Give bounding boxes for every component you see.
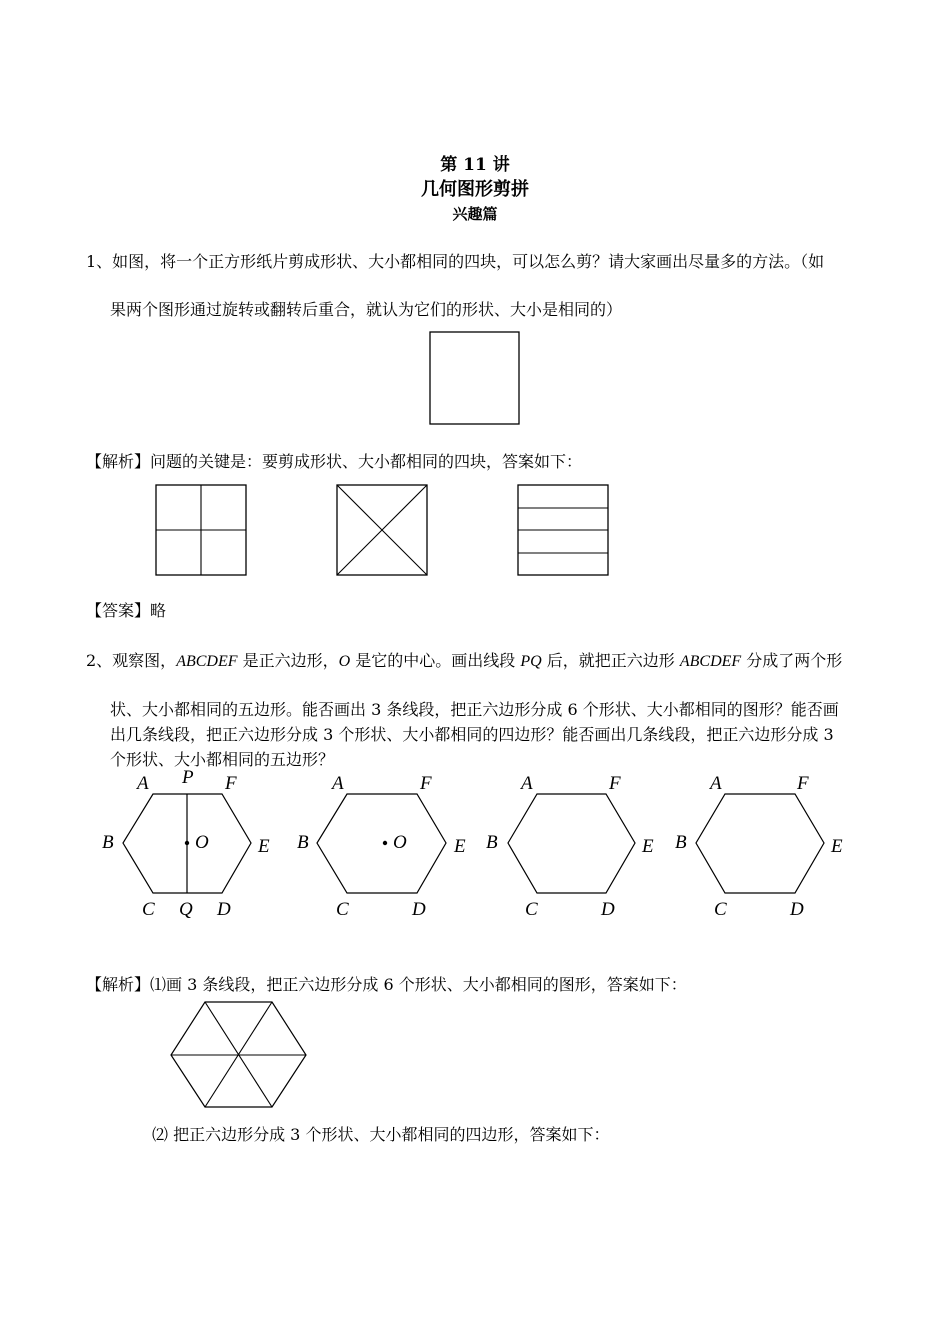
- label-b-2: B: [297, 832, 309, 853]
- label-b-4: B: [675, 832, 687, 853]
- label-b-1: B: [102, 832, 114, 853]
- hexagon-3: [508, 794, 635, 893]
- label-a-1: A: [137, 773, 149, 794]
- q2-text-line1: 2、观察图，ABCDEF 是正六边形，O 是它的中心。画出线段 PQ 后，就把正六边形 ABCDEF 分成了两个形: [86, 651, 843, 670]
- label-c-1: C: [142, 899, 155, 920]
- label-c-4: C: [714, 899, 727, 920]
- label-f-1: F: [225, 773, 237, 794]
- hexagon-4: [696, 794, 824, 893]
- label-d-2: D: [412, 899, 426, 920]
- label-p: P: [182, 767, 194, 788]
- label-a-4: A: [710, 773, 722, 794]
- label-e-2: E: [454, 836, 466, 857]
- label-e-1: E: [258, 836, 270, 857]
- label-a-3: A: [521, 773, 533, 794]
- q2-solution-hexagon: [171, 1002, 306, 1107]
- label-a-2: A: [332, 773, 344, 794]
- label-c-2: C: [336, 899, 349, 920]
- label-d-1: D: [217, 899, 231, 920]
- q1-analysis: 【解析】问题的关键是：要剪成形状、大小都相同的四块，答案如下：: [86, 452, 583, 471]
- q1-text-line1: 1、如图，将一个正方形纸片剪成形状、大小都相同的四块，可以怎么剪？请大家画出尽量多的方法。（如: [86, 252, 825, 271]
- q2-analysis-1: 【解析】⑴画 3 条线段，把正六边形分成 6 个形状、大小都相同的图形，答案如下：: [86, 975, 687, 994]
- label-d-4: D: [790, 899, 804, 920]
- q2-analysis-2: ⑵ 把正六边形分成 3 个形状、大小都相同的四边形，答案如下：: [152, 1125, 610, 1144]
- lecture-topic: 几何图形剪拼: [421, 179, 529, 200]
- label-o-1: O: [195, 832, 209, 853]
- center-dot-1: [185, 841, 189, 845]
- label-e-3: E: [642, 836, 654, 857]
- label-d-3: D: [601, 899, 615, 920]
- lecture-number: 第 11 讲: [440, 155, 510, 175]
- q1-answer: 【答案】略: [86, 601, 167, 620]
- label-o-2: O: [393, 832, 407, 853]
- label-c-3: C: [525, 899, 538, 920]
- label-f-4: F: [797, 773, 809, 794]
- center-dot-2: [383, 841, 387, 845]
- label-e-4: E: [831, 836, 843, 857]
- q2-text-line4: 个形状、大小都相同的五边形？: [110, 750, 335, 769]
- section-title: 兴趣篇: [452, 205, 498, 223]
- label-b-3: B: [486, 832, 498, 853]
- q2-text-line2: 状、大小都相同的五边形。能否画出 3 条线段，把正六边形分成 6 个形状、大小都相同的图形？能否画: [110, 700, 839, 719]
- label-q: Q: [179, 899, 193, 920]
- label-f-3: F: [609, 773, 621, 794]
- q2-text-line3: 出几条线段，把正六边形分成 3 个形状、大小都相同的四边形？能否画出几条线段，把正六边形分成 3: [110, 725, 834, 744]
- label-f-2: F: [420, 773, 432, 794]
- q1-text-line2: 果两个图形通过旋转或翻转后重合，就认为它们的形状、大小是相同的）: [110, 300, 623, 319]
- hexagon-2: [317, 794, 446, 893]
